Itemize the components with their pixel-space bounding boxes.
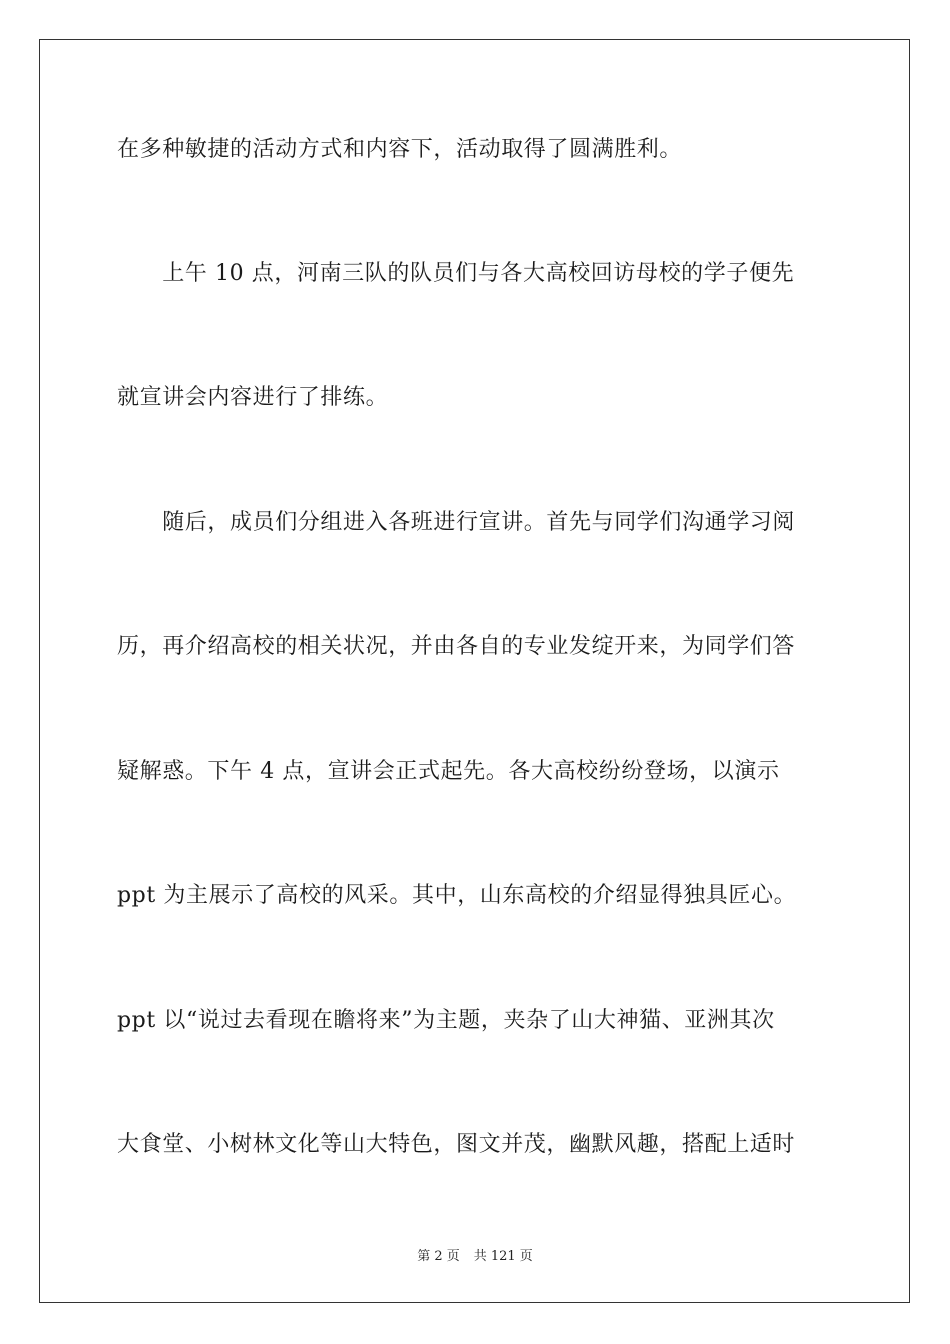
- text-line-4: 随后，成员们分组进入各班进行宣讲。首先与同学们沟通学习阅: [117, 510, 796, 535]
- page-total: 共 121 页: [473, 1249, 533, 1264]
- page-number: 第 2 页: [417, 1249, 460, 1264]
- text-line-2: 上午 10 点，河南三队的队员们与各大高校回访母校的学子便先: [117, 261, 795, 286]
- page-border: [39, 39, 910, 1303]
- text-line-6: 疑解惑。下午 4 点，宣讲会正式起先。各大高校纷纷登场，以演示: [117, 759, 780, 784]
- text-line-1: 在多种敏捷的活动方式和内容下，活动取得了圆满胜利。: [117, 137, 683, 162]
- text-line-7: ppt 为主展示了高校的风采。其中，山东高校的介绍显得独具匠心。: [117, 883, 797, 908]
- text-line-9: 大食堂、小树林文化等山大特色，图文并茂，幽默风趣，搭配上适时: [117, 1132, 796, 1157]
- page-footer: [0, 1248, 950, 1266]
- text-line-5: 历，再介绍高校的相关状况，并由各自的专业发绽开来，为同学们答: [117, 634, 796, 659]
- text-line-3: 就宣讲会内容进行了排练。: [117, 385, 389, 410]
- text-line-8: ppt 以“说过去看现在瞻将来”为主题，夹杂了山大神猫、亚洲其次: [117, 1008, 775, 1033]
